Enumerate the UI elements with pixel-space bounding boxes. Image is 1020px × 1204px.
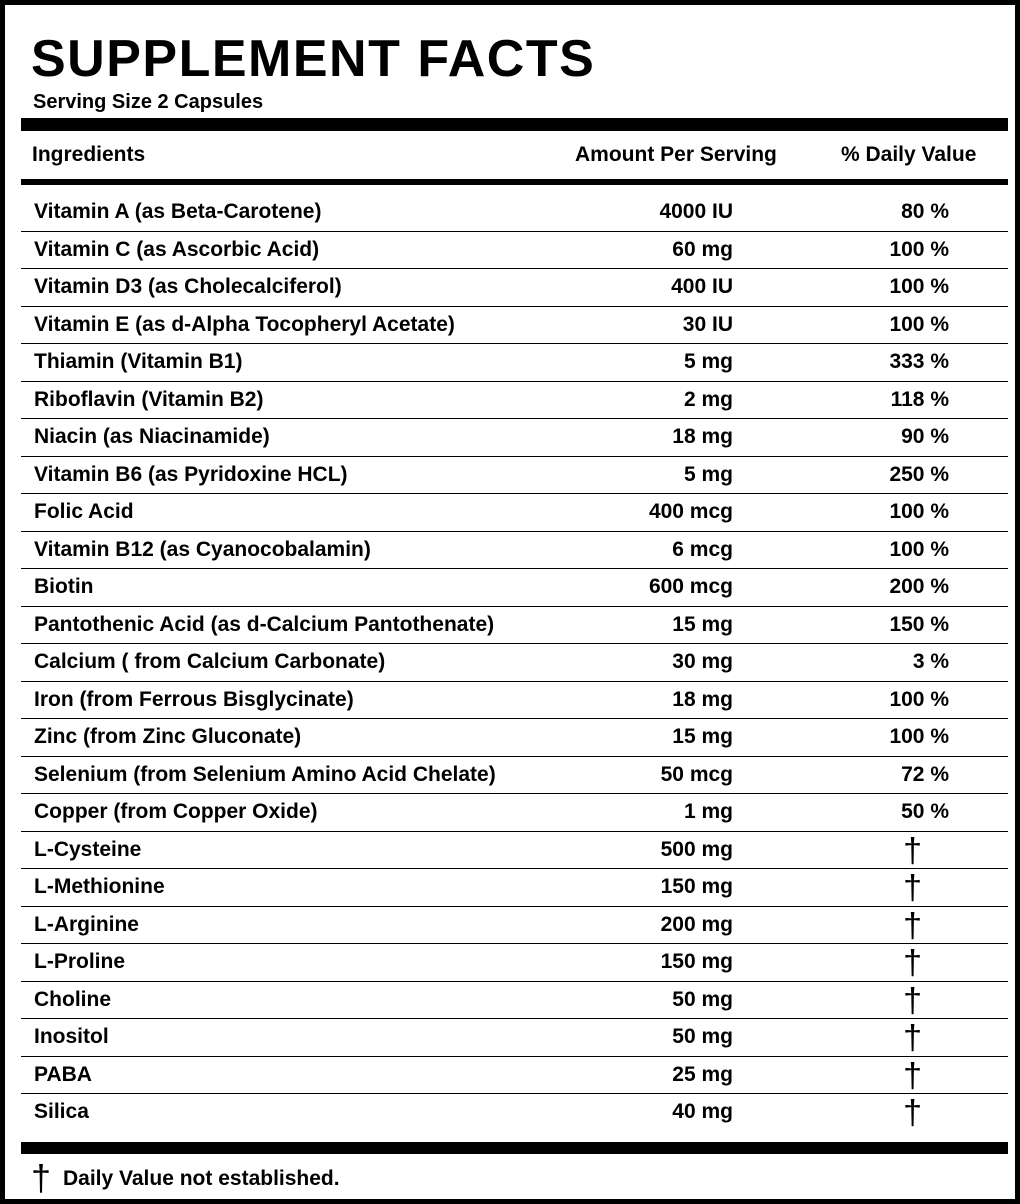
ingredient-name: Vitamin B6 (as Pyridoxine HCL)	[34, 462, 348, 486]
amount-per-serving: 15 mg	[672, 612, 733, 636]
daily-value: 100 %	[889, 275, 949, 298]
daily-value: 250 %	[889, 462, 949, 486]
amount-per-serving: 60 mg	[672, 237, 733, 261]
amount-per-serving: 5 mg	[683, 350, 733, 373]
table-row	[21, 569, 1008, 607]
dagger-symbol: †	[903, 906, 922, 945]
dagger-symbol: †	[903, 869, 922, 907]
ingredient-name: Copper (from Copper Oxide)	[34, 800, 318, 823]
dagger-symbol: †	[903, 1019, 922, 1057]
dagger-symbol: †	[31, 1157, 52, 1198]
dagger-symbol: †	[903, 981, 922, 1020]
ingredient-name: Biotin	[34, 575, 94, 598]
daily-value: 100 %	[889, 687, 949, 711]
table-row	[21, 1019, 1008, 1057]
table-row	[21, 307, 1008, 345]
table-row	[21, 382, 1008, 420]
table-row	[21, 944, 1008, 982]
amount-per-serving: 40 mg	[672, 1100, 733, 1123]
ingredient-name: Folic Acid	[34, 500, 134, 523]
divider-thick-top	[21, 118, 1008, 131]
dagger-symbol: †	[903, 944, 922, 982]
ingredient-name: Riboflavin (Vitamin B2)	[34, 387, 264, 411]
ingredient-name: Silica	[34, 1100, 89, 1123]
table-row	[21, 794, 1008, 832]
ingredient-name: Pantothenic Acid (as d-Calcium Pantothenate)	[34, 612, 495, 636]
table-row	[21, 232, 1008, 270]
ingredient-name: Vitamin D3 (as Cholecalciferol)	[34, 275, 342, 298]
table-row	[21, 1094, 1008, 1131]
amount-per-serving: 6 mcg	[672, 537, 733, 561]
table-row	[21, 419, 1008, 457]
daily-value: 100 %	[889, 500, 949, 523]
amount-per-serving: 25 mg	[672, 1062, 733, 1086]
ingredient-name: L-Cysteine	[34, 837, 142, 861]
daily-value: 100 %	[889, 312, 949, 336]
amount-per-serving: 600 mcg	[648, 575, 733, 598]
daily-value: 150 %	[889, 612, 949, 636]
table-row	[21, 494, 1008, 532]
daily-value: 100 %	[889, 725, 949, 748]
amount-per-serving: 150 mg	[660, 950, 733, 973]
daily-value: 80 %	[901, 200, 949, 223]
table-row	[21, 532, 1008, 570]
ingredient-name: Selenium (from Selenium Amino Acid Chelate)	[34, 762, 496, 786]
amount-per-serving: 18 mg	[672, 425, 733, 448]
amount-per-serving: 5 mg	[683, 462, 733, 486]
table-row	[21, 1057, 1008, 1095]
serving-size: Serving Size 2 Capsules	[33, 91, 264, 113]
table-row	[21, 644, 1008, 682]
amount-per-serving: 15 mg	[672, 725, 733, 748]
ingredient-name: L-Arginine	[34, 912, 139, 936]
daily-value: 72 %	[901, 762, 949, 786]
ingredient-name: Choline	[34, 987, 111, 1011]
daily-value: 200 %	[889, 575, 949, 598]
amount-per-serving: 50 mg	[672, 1025, 733, 1048]
ingredient-name: Calcium ( from Calcium Carbonate)	[34, 650, 386, 673]
daily-value: 90 %	[901, 425, 949, 448]
column-header-amount: Amount Per Serving	[575, 143, 777, 166]
dagger-symbol: †	[903, 1056, 922, 1095]
ingredient-name: Vitamin A (as Beta-Carotene)	[34, 200, 322, 223]
table-row	[21, 719, 1008, 757]
label-title: SUPPLEMENT FACTS	[31, 30, 596, 88]
table-row	[21, 457, 1008, 495]
amount-per-serving: 30 mg	[672, 650, 733, 673]
daily-value: 50 %	[901, 800, 949, 823]
amount-per-serving: 500 mg	[660, 837, 733, 861]
ingredient-name: Vitamin E (as d-Alpha Tocopheryl Acetate)	[34, 312, 455, 336]
amount-per-serving: 30 IU	[682, 312, 733, 336]
table-row	[21, 832, 1008, 870]
table-row	[21, 682, 1008, 720]
daily-value: 100 %	[889, 537, 949, 561]
amount-per-serving: 400 IU	[671, 275, 733, 298]
table-row	[21, 194, 1008, 232]
amount-per-serving: 18 mg	[672, 687, 733, 711]
amount-per-serving: 4000 IU	[659, 200, 733, 223]
table-row	[21, 907, 1008, 945]
daily-value: 118 %	[890, 387, 949, 411]
table-row	[21, 757, 1008, 795]
amount-per-serving: 50 mcg	[660, 762, 733, 786]
footnote	[31, 1158, 931, 1202]
daily-value: 100 %	[889, 237, 949, 261]
amount-per-serving: 2 mg	[683, 387, 733, 411]
amount-per-serving: 150 mg	[660, 875, 733, 898]
amount-per-serving: 1 mg	[683, 800, 733, 823]
dagger-symbol: †	[903, 1094, 922, 1132]
daily-value: 3 %	[912, 650, 949, 673]
table-header	[21, 131, 1008, 179]
table-row	[21, 269, 1008, 307]
column-header-daily-value: % Daily Value	[841, 143, 977, 166]
amount-per-serving: 400 mcg	[648, 500, 733, 523]
daily-value: 333 %	[889, 350, 949, 373]
table-row	[21, 869, 1008, 907]
ingredient-name: L-Proline	[34, 950, 126, 973]
divider-header	[21, 179, 1008, 185]
ingredient-name: L-Methionine	[34, 875, 165, 898]
ingredient-name: Thiamin (Vitamin B1)	[34, 350, 243, 373]
ingredient-name: Inositol	[34, 1025, 109, 1048]
column-header-ingredients: Ingredients	[32, 143, 146, 166]
table-row	[21, 607, 1008, 645]
ingredient-name: PABA	[34, 1062, 92, 1086]
footnote-text: Daily Value not established.	[63, 1167, 340, 1190]
amount-per-serving: 200 mg	[660, 912, 733, 936]
table-row	[21, 982, 1008, 1020]
ingredient-name: Vitamin B12 (as Cyanocobalamin)	[34, 537, 371, 561]
ingredient-name: Vitamin C (as Ascorbic Acid)	[34, 237, 320, 261]
ingredient-name: Iron (from Ferrous Bisglycinate)	[34, 687, 354, 711]
dagger-symbol: †	[903, 831, 922, 870]
ingredient-name: Zinc (from Zinc Gluconate)	[34, 725, 302, 748]
ingredient-table-body	[21, 194, 1008, 1131]
table-row	[21, 344, 1008, 382]
ingredient-name: Niacin (as Niacinamide)	[34, 425, 270, 448]
amount-per-serving: 50 mg	[672, 987, 733, 1011]
divider-thick-bottom	[21, 1142, 1008, 1154]
